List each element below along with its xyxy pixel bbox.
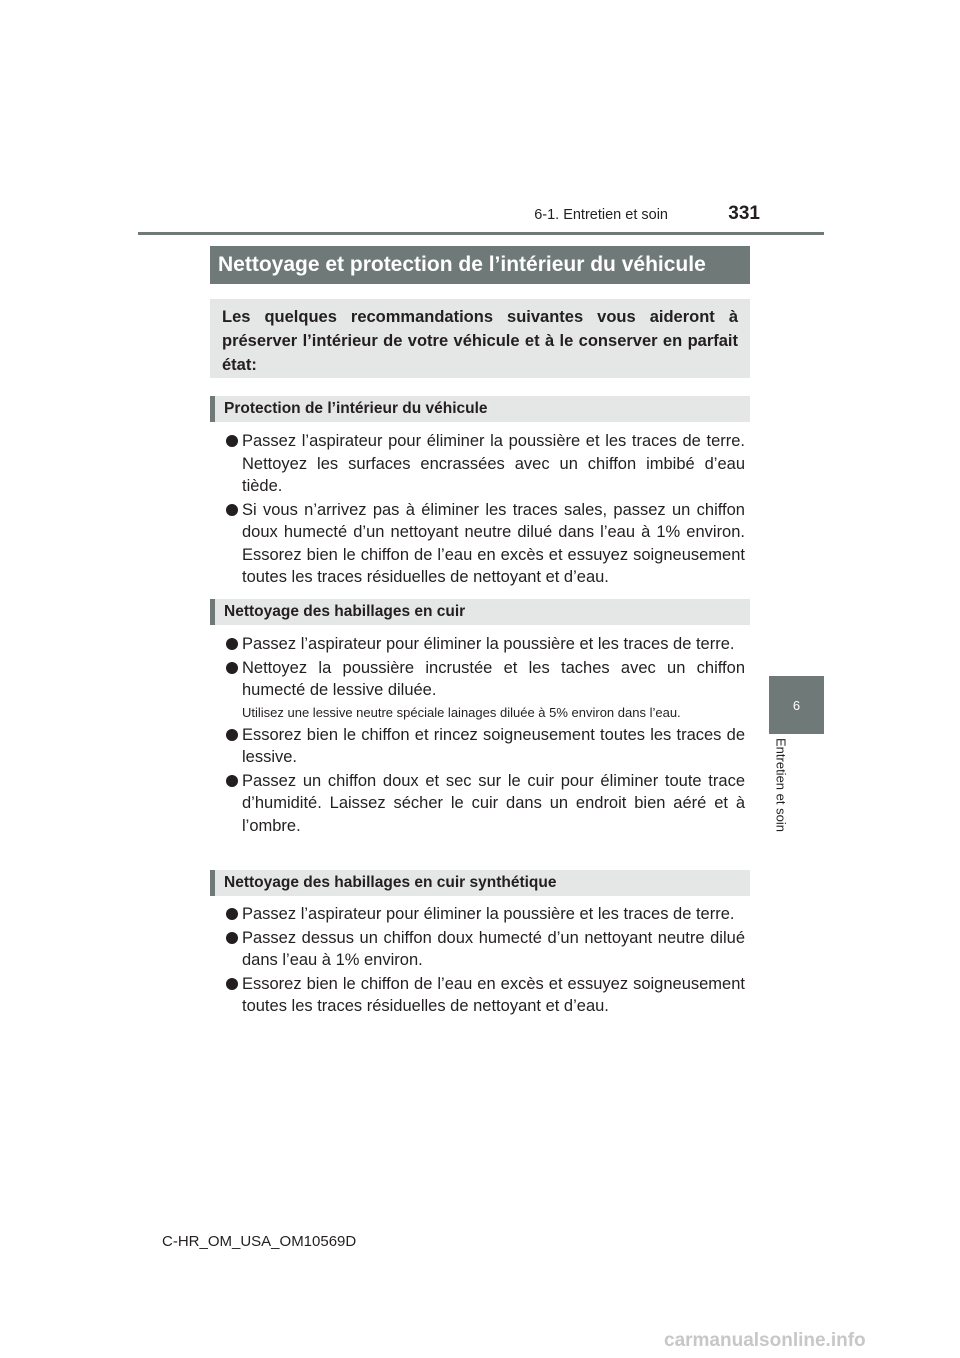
bullet-icon	[226, 662, 238, 674]
list-item-text: Nettoyez la poussière incrustée et les taches avec un chiffon humecté de lessive diluée.	[242, 658, 745, 699]
list-item-text: Passez un chiffon doux et sec sur le cuir pour éliminer toute trace d’humidité. Laissez sécher le cuir dans un endroit bien aéré et à l’ombre.	[242, 771, 745, 835]
chapter-tab: 6	[769, 676, 824, 734]
list-item	[212, 724, 745, 769]
bullet-icon	[226, 435, 238, 447]
header-divider	[138, 232, 824, 235]
list-item	[212, 430, 745, 498]
leather-cleaning-list	[212, 633, 745, 838]
list-item	[212, 927, 745, 972]
bullet-icon	[226, 908, 238, 920]
synthetic-leather-list	[212, 903, 745, 1019]
list-item	[212, 903, 745, 926]
list-item	[212, 657, 745, 702]
list-item-text: Essorez bien le chiffon de l’eau en excès et essuyez soigneusement toutes les traces résiduelles de nettoyant et d’eau.	[242, 974, 745, 1015]
document-code: C-HR_OM_USA_OM10569D	[162, 1233, 357, 1250]
list-item	[212, 973, 745, 1018]
bullet-icon	[226, 978, 238, 990]
page-title: Nettoyage et protection de l’intérieur du véhicule	[210, 246, 750, 284]
chapter-side-label: Entretien et soin	[773, 738, 789, 832]
list-item-text: Passez l’aspirateur pour éliminer la poussière et les traces de terre.	[242, 635, 735, 653]
interior-protection-list	[212, 430, 745, 590]
list-item-text: Passez l’aspirateur pour éliminer la poussière et les traces de terre.	[242, 905, 735, 923]
section-heading-synthetic-leather: Nettoyage des habillages en cuir synthétique	[210, 870, 750, 896]
bullet-icon	[226, 638, 238, 650]
section-reference: 6-1. Entretien et soin	[534, 207, 668, 223]
section-heading-leather: Nettoyage des habillages en cuir	[210, 599, 750, 625]
list-item-text: Passez dessus un chiffon doux humecté d’un nettoyant neutre dilué dans l’eau à 1% environ.	[242, 928, 745, 969]
leather-note: Utilisez une lessive neutre spéciale lainages diluée à 5% environ dans l’eau.	[242, 704, 681, 720]
watermark: carmanualsonline.info	[664, 1330, 866, 1351]
section-heading-interior-protection: Protection de l’intérieur du véhicule	[210, 396, 750, 422]
intro-paragraph: Les quelques recommandations suivantes vous aideront à préserver l’intérieur de votre véhicule et à le conserver en parfait état:	[210, 299, 750, 378]
list-item	[212, 633, 745, 656]
list-item-text: Si vous n’arrivez pas à éliminer les traces sales, passez un chiffon doux humecté d’un nettoyant neutre dilué dans l’eau à 1% environ. Essorez bien le chiffon de l’eau en excès et essuyez soigneusement toutes les traces résiduelles de nettoyant et d’eau.	[242, 500, 745, 586]
bullet-icon	[226, 729, 238, 741]
list-item-text: Passez l’aspirateur pour éliminer la poussière et les traces de terre. Nettoyez les surfaces encrassées avec un chiffon imbibé d’eau tiède.	[242, 432, 745, 495]
list-item	[212, 499, 745, 589]
list-item	[212, 770, 745, 838]
page-number: 331	[728, 203, 760, 224]
list-item-text: Essorez bien le chiffon et rincez soigneusement toutes les traces de lessive.	[242, 725, 745, 766]
bullet-icon	[226, 504, 238, 516]
bullet-icon	[226, 775, 238, 787]
bullet-icon	[226, 932, 238, 944]
